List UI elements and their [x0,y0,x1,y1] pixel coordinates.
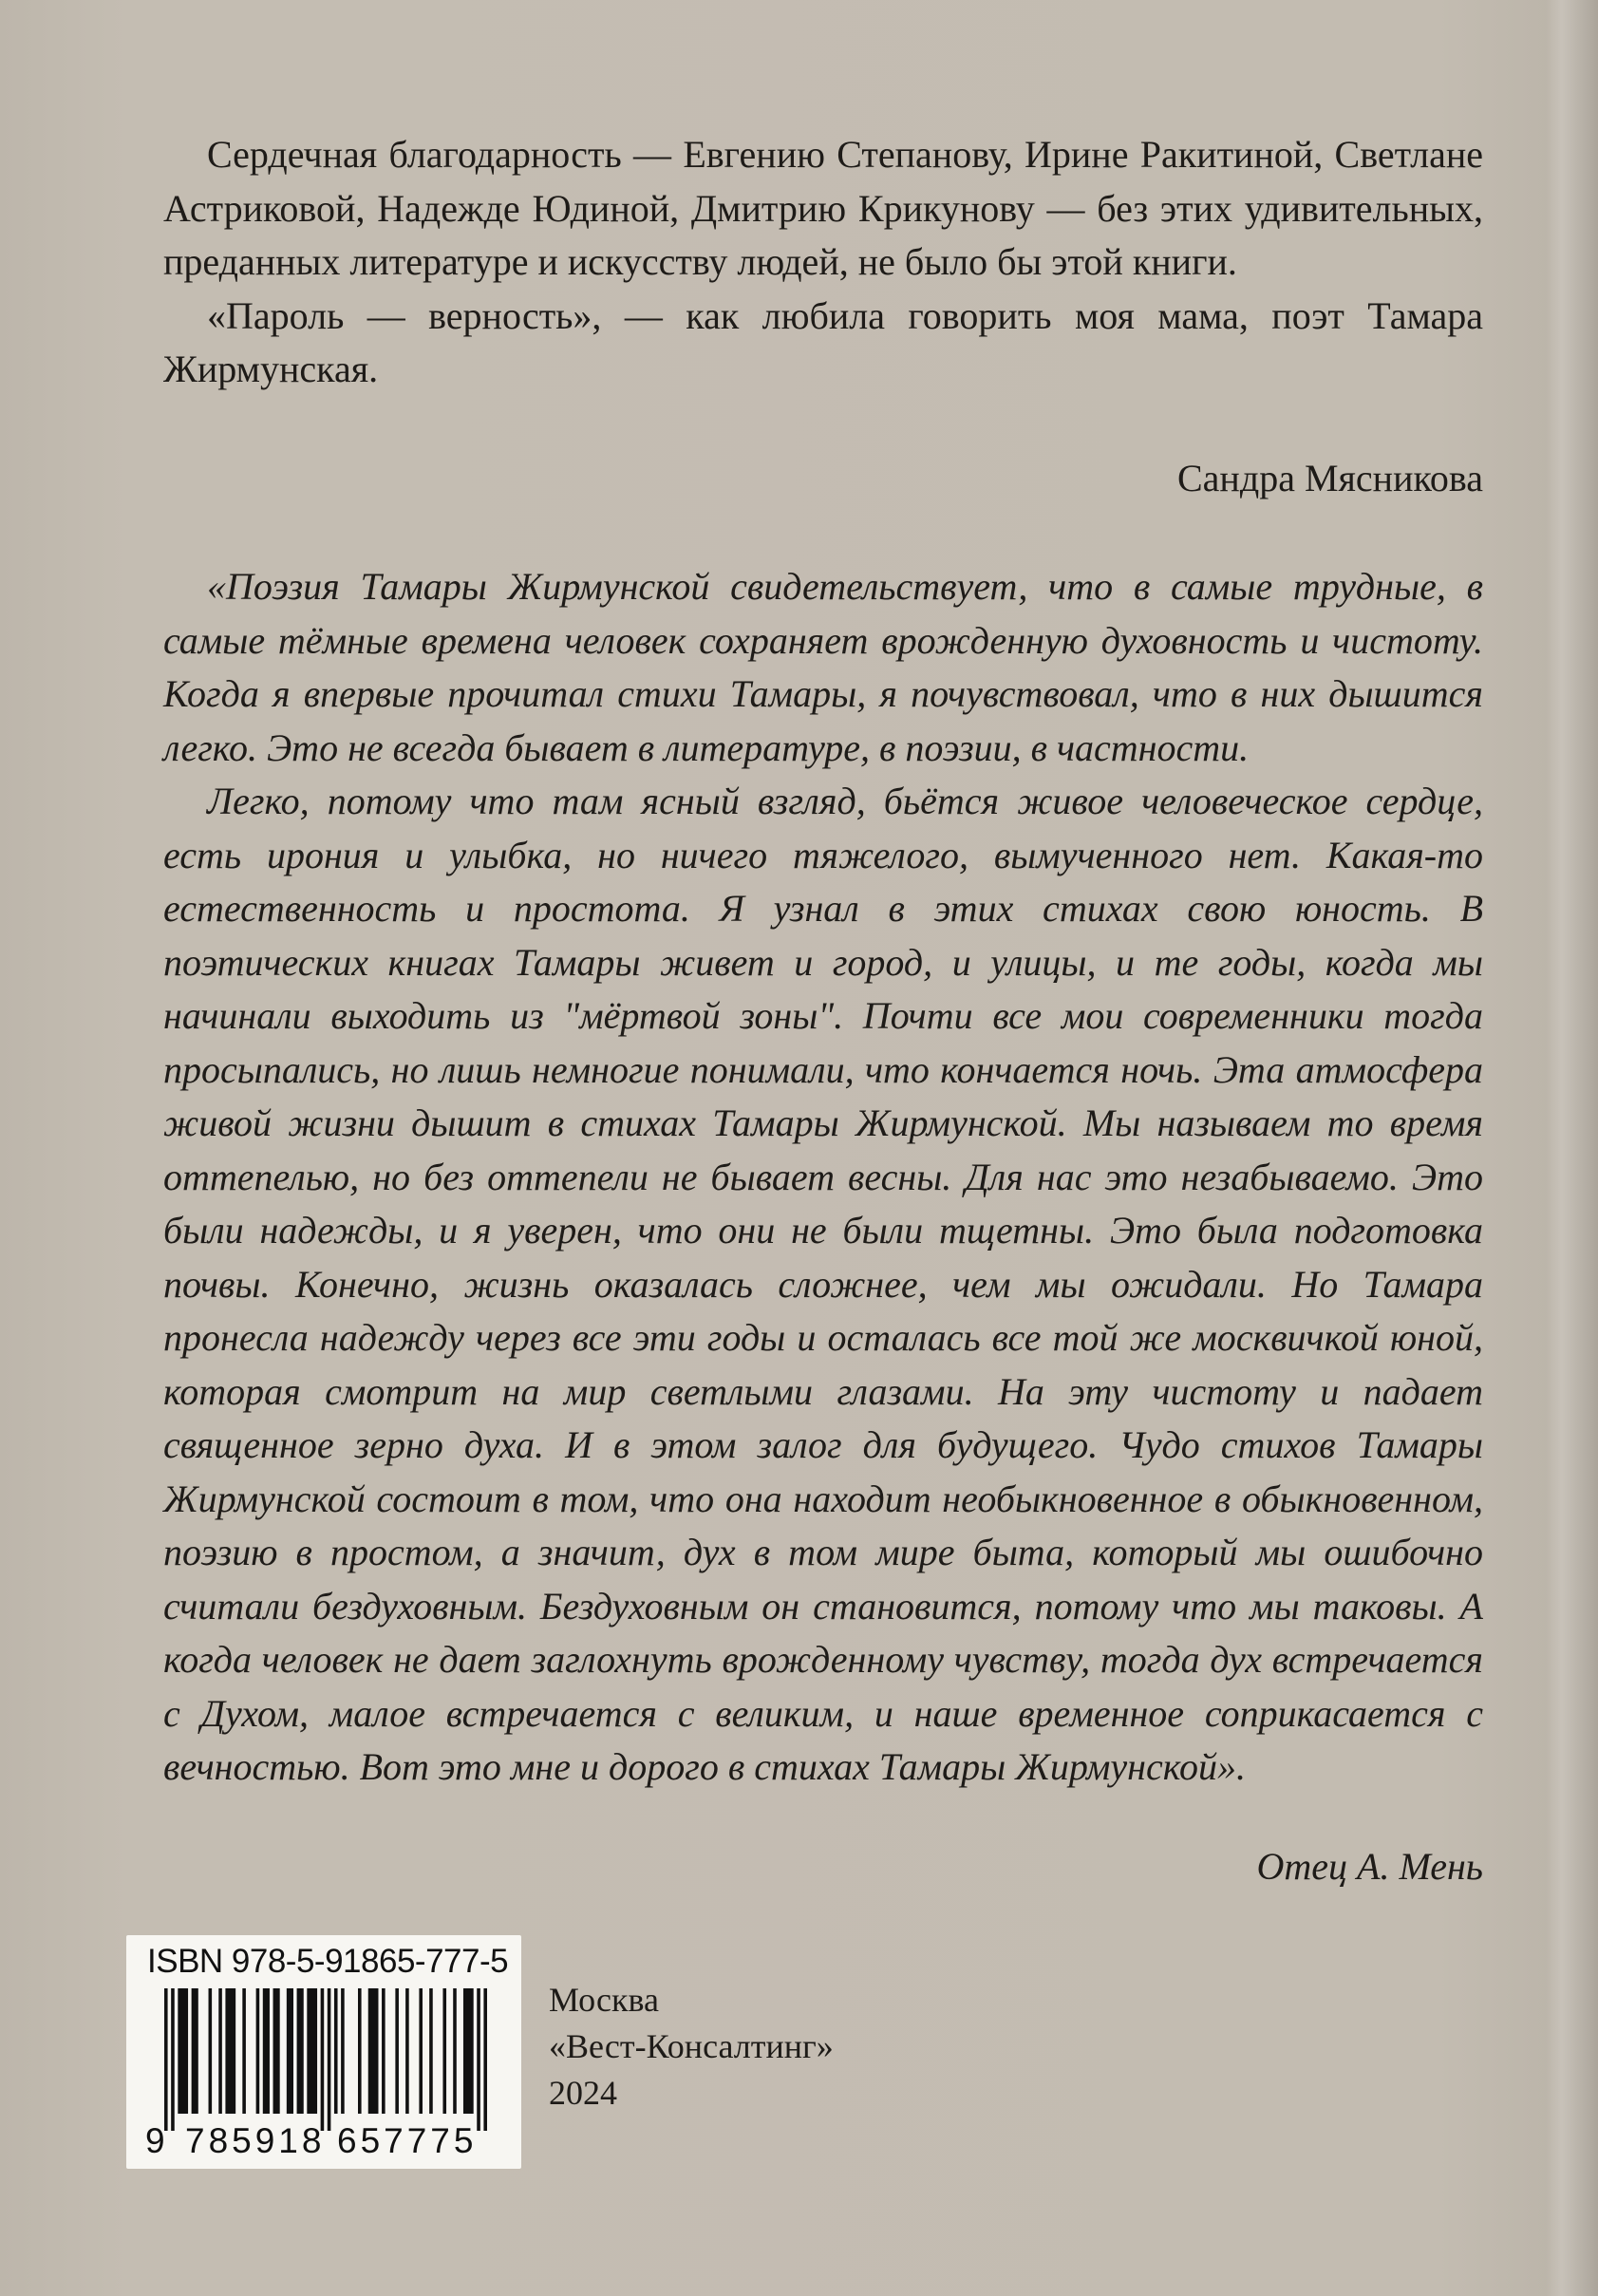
barcode-bar [178,1988,188,2114]
barcode-bar [307,1988,317,2114]
barcode-bar [463,1988,474,2114]
publisher-info [549,1977,834,2117]
barcode-bar [334,1988,338,2114]
barcode-bar [273,1988,280,2114]
publication-year: 2024 [549,2074,617,2112]
barcode-bar [297,1988,304,2114]
barcode-guard-bar [477,1988,480,2131]
acknowledgement-paragraph: «Пароль — верность», — как любила говорить моя мама, поэт Тамара Жирмунская. [163,293,1483,390]
ean-lead-digit: 9 [145,2121,165,2160]
cover-edge-shading [1546,0,1598,2296]
barcode-bar [263,1988,270,2114]
quote-paragraph: Легко, потому что там ясный взгляд, бьётся живое человеческое сердце, есть ирония и улыбка, но ничего тяжелого, вымученного нет. Какая-то естественность и простота. Я узнал в этих стихах свою юность. В поэтических книгах Тамары живет и город, и улицы, и те годы, когда мы начинали выходить из "мёртвой зоны". Почти все мои современники тогда просыпались, но лишь немногие понимали, что кончается ночь. Эта атмосфера живой жизни дышит в стихах Тамары Жирмунской. Мы называем то время оттепелью, но без оттепели не бывает весны. Для нас это незабываемо. Это были надежды, и я уверен, что они не были тщетны. Это была подготовка почвы. Конечно, жизнь оказалась сложнее, чем мы ожидали. Но Тамара пронесла надежду через все эти годы и осталась все той же москвичкой юной, которая смотрит на мир светлыми глазами. На эту чистоту и падает священное зерно духа. И в этом залог для будущего. Чудо стихов Тамары Жирмунской состоит в том, что она находит необыкновенное в обыкновенном, поэзию в простом, а значит, дух в том мире быта, который мы ошибочно считали бездуховным. Бездуховным он становится, потому что мы таковы. А когда человек не дает заглохнуть врожденному чувству, тогда дух встречается с Духом, малое встречается с великим, и наше временное соприкасается с вечностью. Вот это мне и дорого в стихах Тамары Жирмунской». [163,780,1483,1788]
barcode-guard-bar [321,1988,325,2131]
barcode-bar [368,1988,379,2114]
barcode-bar [395,1988,399,2114]
barcode-bar [192,1988,198,2114]
acknowledgement-paragraph: Сердечная благодарность — Евгению Степанову, Ирине Ракитиной, Светлане Астриковой, Надежде Юдиной, Дмитрию Крикунову — без этих удивительных, преданных литературе и искусству людей, не было бы этой книги. [163,133,1483,283]
barcode-bar [242,1988,246,2114]
barcode-bar [287,1988,293,2114]
isbn-label: ISBN 978-5-91865-777-5 [147,1943,509,1980]
quote-paragraph: «Поэзия Тамары Жирмунской свидетельствует, что в самые трудные, в самые тёмные времена человек сохраняет врожденную духовность и чистоту. Когда я впервые прочитал стихи Тамары, я почувствовал, что в них дышится легко. Это не всегда бывает в литературе, в поэзии, в частности. [163,565,1483,769]
quote-block [163,560,1483,1795]
barcode-guard-bar [171,1988,175,2131]
barcode-bar [218,1988,222,2114]
barcode-bar [225,1988,235,2114]
barcode-bar [429,1988,433,2114]
barcode-bar [341,1988,345,2114]
barcode-bar [209,1988,213,2114]
acknowledgement-block [163,128,1483,397]
barcode-bar [358,1988,362,2114]
barcode-guard-bar [483,1988,487,2131]
quote-signature: Отец А. Мень [1256,1845,1483,1888]
barcode-bar [453,1988,457,2114]
publisher-city: Москва [549,1981,659,2019]
barcode-bar [405,1988,409,2114]
barcode-bar [419,1988,423,2114]
ean-right-group: 657775 [337,2121,478,2160]
barcode-bar [256,1988,260,2114]
barcode-bars [164,1988,487,2131]
barcode-bar [442,1988,446,2114]
ean-left-group: 785918 [185,2121,326,2160]
barcode-bar [382,1988,385,2114]
publisher-name: «Вест-Консалтинг» [549,2027,834,2065]
barcode-guard-bar [328,1988,331,2131]
acknowledgement-signature: Сандра Мясникова [1177,457,1483,499]
isbn-barcode [126,1935,521,2169]
barcode-guard-bar [164,1988,168,2131]
